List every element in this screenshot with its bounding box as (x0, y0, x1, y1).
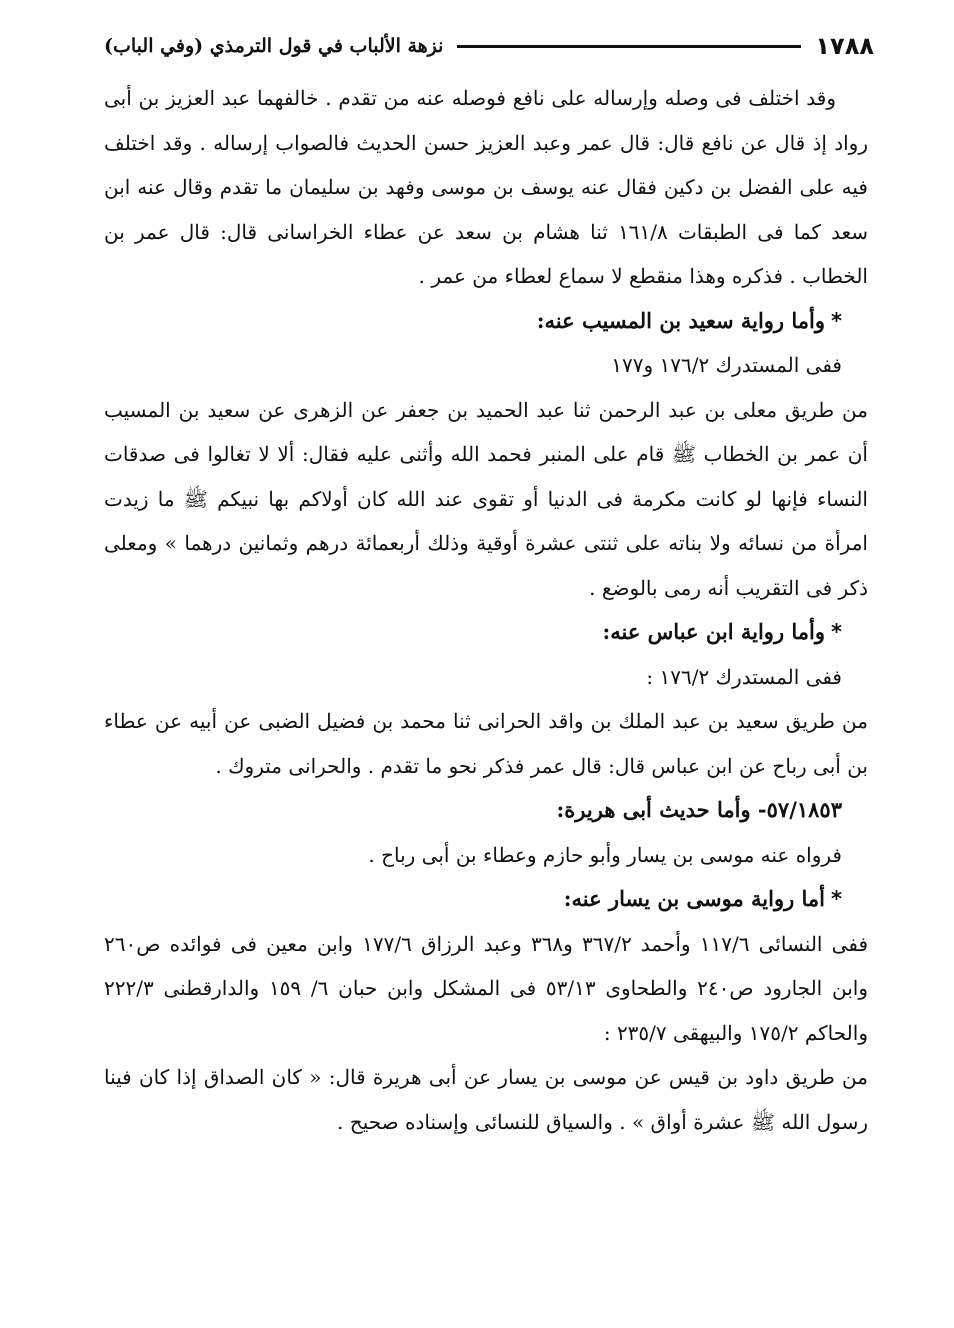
source-reference-2: ففى المستدرك ١٧٦/٢ : (646, 664, 842, 689)
section-heading-said (104, 299, 868, 344)
paragraph-5: ففى النسائى ١١٧/٦ وأحمد ٣٦٧/٢ و٣٦٨ وعبد الرزاق ١٧٧/٦ وابن معين فى فوائده ص٢٦٠ وابن الجارود ص٢٤٠ والطحاوى ٥٣/١٣ فى المشكل وابن حبان ٦/ ١٥٩ والدارقطنى ٢٢٢/٣ والحاكم ١٧٥/٢ والبيهقى ٢٣٥/٧ : (104, 931, 869, 1045)
hadith-heading-abu-hurayra: ٥٧/١٨٥٣- وأما حديث أبى هريرة: (556, 797, 842, 822)
section-heading-musa (104, 877, 868, 922)
running-header (104, 26, 874, 66)
page-number: ١٧٨٨ (815, 32, 874, 60)
book-title: نزهة الألباب في قول الترمذي (وفي الباب) (104, 35, 444, 57)
asterisk-mark: * (831, 887, 842, 911)
page-content (104, 76, 868, 1144)
paragraph-6: من طريق داود بن قيس عن موسى بن يسار عن أبى هريرة قال: « كان الصداق إذا كان فينا رسول الله ﷺ عشرة أواق » . والسياق للنسائى وإسناده صحيح . (104, 1065, 868, 1134)
section-heading-ibn-abbas (104, 610, 868, 655)
section-heading-said-text: وأما رواية سعيد بن المسيب عنه: (536, 307, 826, 333)
asterisk-mark: * (831, 620, 842, 644)
source-reference-1: ففى المستدرك ١٧٦/٢ و١٧٧ (611, 353, 842, 377)
section-heading-musa-text: أما رواية موسى بن يسار عنه: (563, 886, 826, 911)
paragraph-4: فرواه عنه موسى بن يسار وأبو حازم وعطاء بن أبى رباح . (368, 842, 842, 867)
section-heading-ibn-abbas-text: وأما رواية ابن عباس عنه: (602, 619, 826, 644)
header-rule (457, 45, 801, 48)
paragraph-2: من طريق معلى بن عبد الرحمن ثنا عبد الحميد بن جعفر عن الزهرى عن سعيد بن المسيب أن عمر بن الخطاب ﷺ قام على المنبر فحمد الله وأثنى عليه فقال: ألا لا تغالوا فى صدقات النساء فإنها لو كانت مكرمة فى الدنيا أو تقوى عند الله كان أولاكم بها نبيكم ﷺ ما زيدت امرأة من نسائه ولا بناته على ثنتى عشرة أوقية وذلك أربعمائة درهم وثمانين درهما » ومعلى ذكر فى التقريب أنه رمى بالوضع . (104, 397, 868, 600)
asterisk-mark: * (831, 308, 842, 333)
paragraph-1: وقد اختلف فى وصله وإرساله على نافع فوصله عنه من تقدم . خالفهما عبد العزيز بن أبى رواد إذ قال عن نافع قال: قال عمر وعبد العزيز حسن الحديث فالصواب إرساله . وقد اختلف فيه على الفضل بن دكين فقال عنه يوسف بن موسى وفهد بن سليمان ما تقدم وقال عنه ابن سعد كما فى الطبقات ١٦١/٨ ثنا هشام بن سعد عن عطاء الخراسانى قال: قال عمر بن الخطاب . فذكره وهذا منقطع لا سماع لعطاء من عمر . (104, 86, 869, 288)
paragraph-3: من طريق سعيد بن عبد الملك بن واقد الحرانى ثنا محمد بن فضيل الضبى عن أبيه عن عطاء بن أبى رباح عن ابن عباس قال: قال عمر فذكر نحو ما تقدم . والحرانى متروك . (104, 709, 868, 778)
